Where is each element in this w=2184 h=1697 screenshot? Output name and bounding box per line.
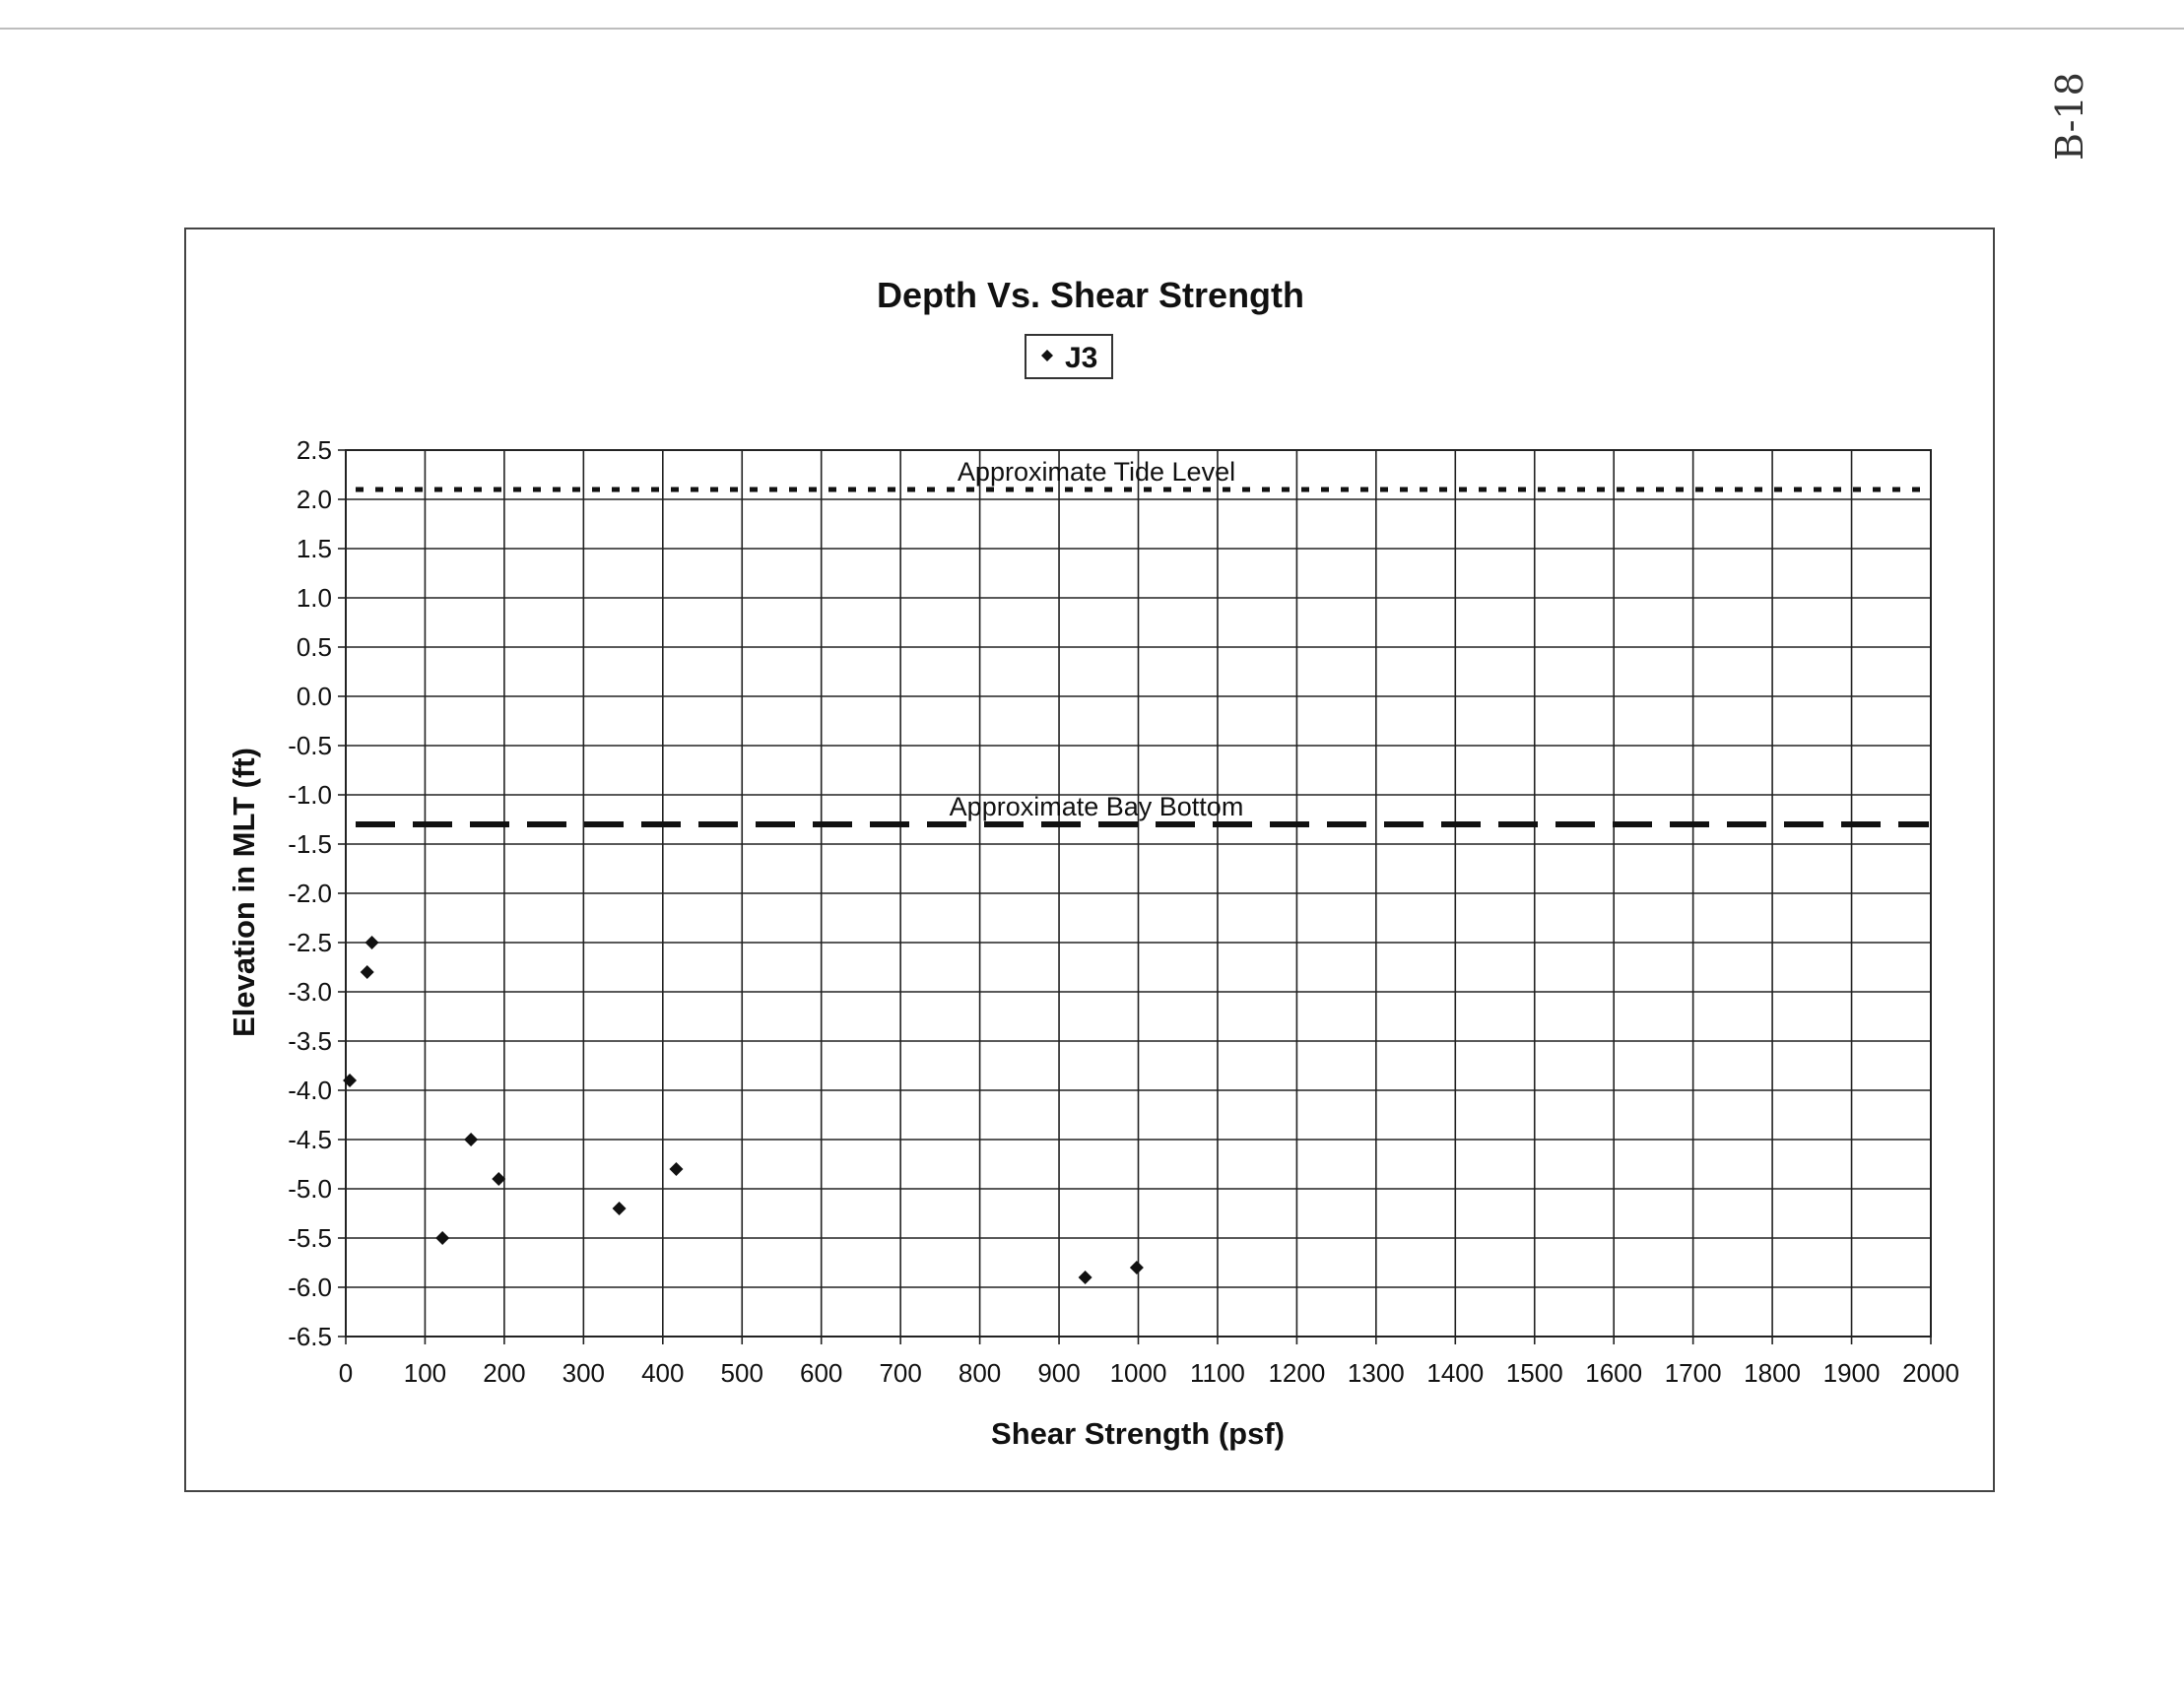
- y-tick-label: 1.5: [296, 534, 332, 563]
- y-tick-label: -6.5: [288, 1322, 332, 1351]
- handwritten-page-mark: B-18: [2048, 72, 2091, 161]
- x-tick-label: 200: [483, 1358, 526, 1388]
- x-tick-label: 1000: [1109, 1358, 1167, 1388]
- y-tick-label: 0.5: [296, 632, 332, 662]
- y-tick-label: -2.0: [288, 879, 332, 908]
- x-tick-label: 1400: [1426, 1358, 1485, 1388]
- y-tick-label: 0.0: [296, 682, 332, 711]
- chart-title: Depth Vs. Shear Strength: [876, 275, 1305, 315]
- bay-bottom-label: Approximate Bay Bottom: [949, 792, 1244, 821]
- y-tick-label: -5.5: [288, 1223, 332, 1253]
- x-axis-title: Shear Strength (psf): [991, 1416, 1285, 1451]
- y-tick-label: -4.5: [288, 1125, 332, 1154]
- x-tick-label: 1900: [1822, 1358, 1881, 1388]
- y-tick-label: -6.0: [288, 1273, 332, 1302]
- x-tick-label: 500: [720, 1358, 763, 1388]
- legend-label: J3: [1065, 342, 1098, 374]
- y-tick-label: 2.5: [296, 435, 332, 465]
- x-tick-label: 2000: [1902, 1358, 1959, 1388]
- x-tick-label: 1500: [1505, 1358, 1563, 1388]
- y-tick-label: -3.0: [288, 977, 332, 1007]
- y-tick-label: -1.0: [288, 780, 332, 810]
- x-tick-label: 0: [338, 1358, 354, 1388]
- y-tick-label: -3.5: [288, 1026, 332, 1056]
- x-tick-label: 1200: [1268, 1358, 1326, 1388]
- y-tick-label: -5.0: [288, 1174, 332, 1204]
- x-tick-label: 1700: [1664, 1358, 1722, 1388]
- y-tick-label: -1.5: [288, 829, 332, 859]
- x-tick-label: 800: [958, 1358, 1002, 1388]
- x-tick-label: 300: [562, 1358, 606, 1388]
- y-tick-label: 2.0: [296, 485, 332, 514]
- y-tick-label: -2.5: [288, 928, 332, 957]
- x-tick-label: 100: [403, 1358, 447, 1388]
- x-tick-label: 1800: [1744, 1358, 1802, 1388]
- legend: [1026, 335, 1112, 378]
- x-tick-label: 600: [800, 1358, 843, 1388]
- tide-level-label: Approximate Tide Level: [957, 457, 1236, 487]
- x-tick-label: 900: [1037, 1358, 1081, 1388]
- y-tick-label: -4.0: [288, 1076, 332, 1105]
- y-tick-label: -0.5: [288, 731, 332, 760]
- y-axis-title: Elevation in MLT (ft): [227, 748, 261, 1037]
- x-tick-label: 1600: [1585, 1358, 1643, 1388]
- y-tick-label: 1.0: [296, 583, 332, 613]
- x-tick-label: 400: [641, 1358, 685, 1388]
- x-tick-label: 1300: [1347, 1358, 1405, 1388]
- x-tick-label: 700: [879, 1358, 922, 1388]
- x-tick-label: 1100: [1189, 1358, 1245, 1388]
- grid: [338, 450, 1931, 1344]
- x-axis-tick-labels: [339, 1358, 1959, 1388]
- y-axis-tick-labels: [288, 435, 332, 1351]
